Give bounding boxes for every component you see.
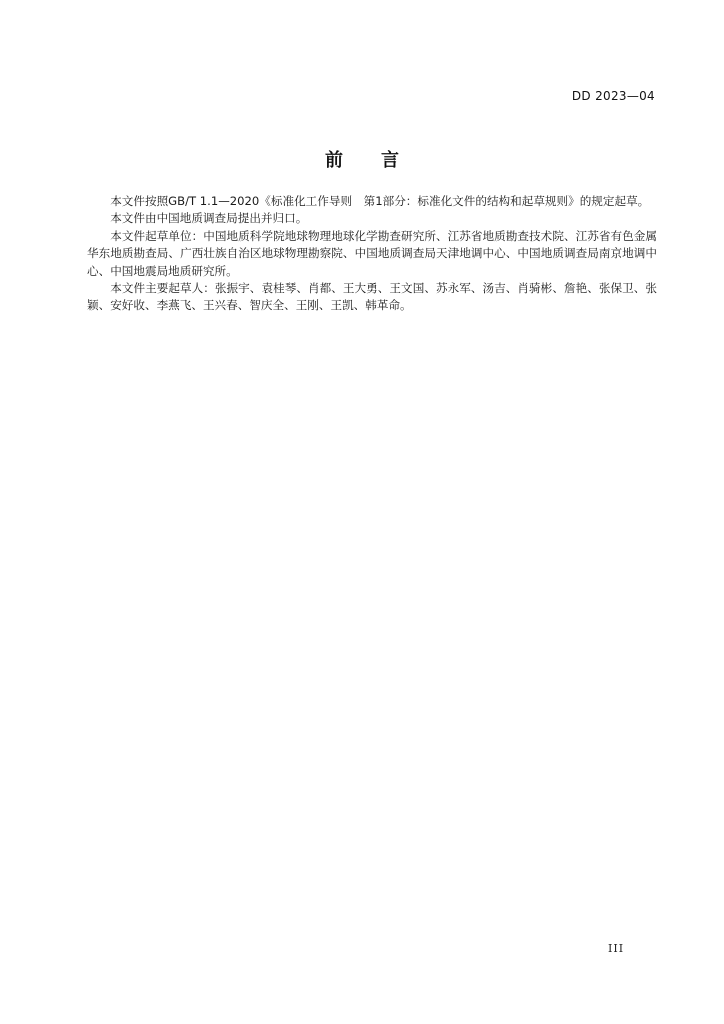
paragraph-proposer: 本文件由中国地质调查局提出并归口。 xyxy=(110,211,308,226)
paragraph-drafters: 本文件主要起草人：张振宇、袁桂琴、肖都、王大勇、王文国、苏永军、汤吉、肖骑彬、詹艳、张保卫、张颖、安好收、李燕飞、王兴春、智庆全、王刚、王凯、韩革命。 xyxy=(87,281,657,313)
paragraph-drafting-rules: 本文件按照GB/T 1.1—2020《标准化工作导则 第1部分：标准化文件的结构和起草规则》的规定起草。 xyxy=(110,194,650,208)
page-title xyxy=(0,146,724,172)
page-number: III xyxy=(608,942,625,955)
paragraph-drafting-units: 本文件起草单位：中国地质科学院地球物理地球化学勘查研究所、江苏省地质勘查技术院、江苏省有色金属华东地质勘查局、广西壮族自治区地球物理勘察院、中国地质调查局天津地调中心、中国地质调查局南京地调中心、中国地震局地质研究所。 xyxy=(87,228,657,278)
document-code: DD 2023—04 xyxy=(571,89,655,103)
page-title-char-1: 前 xyxy=(325,150,343,171)
page-title-char-2: 言 xyxy=(381,150,399,171)
foreword-body xyxy=(87,193,657,315)
